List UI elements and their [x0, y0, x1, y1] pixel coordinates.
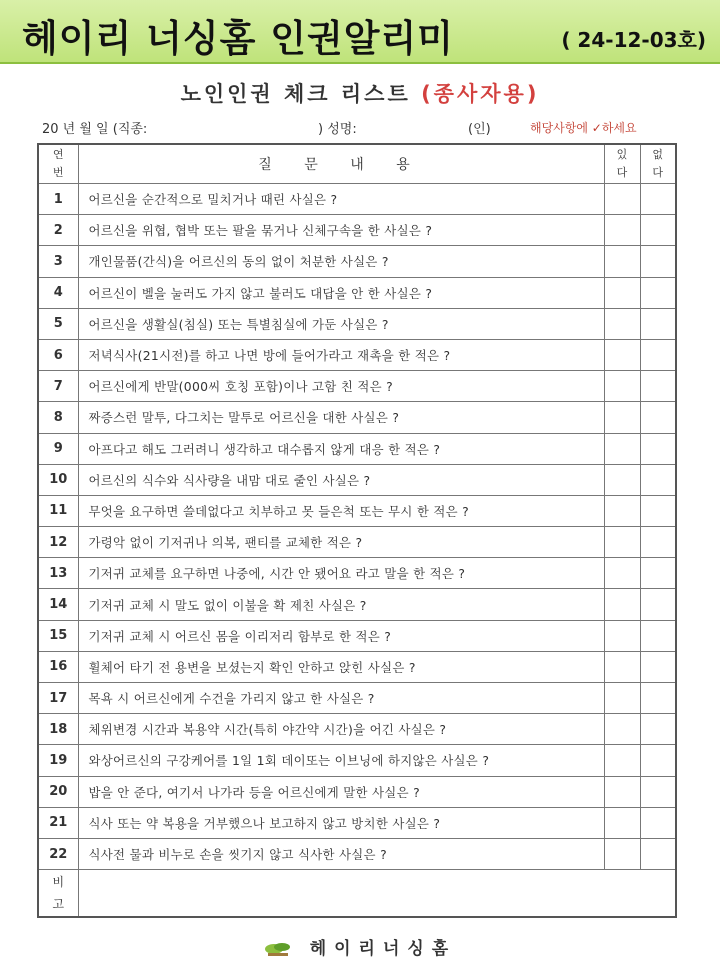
table-row: [38, 651, 676, 682]
table-row: [38, 402, 676, 433]
row-number: 11: [38, 495, 78, 526]
table-row: [38, 714, 676, 745]
row-number: 6: [38, 339, 78, 370]
table-row: [38, 527, 676, 558]
row-question: 휠체어 타기 전 용변을 보셨는지 확인 안하고 앉힌 사실은 ?: [78, 651, 604, 682]
row-question: 저녁식사(21시전)를 하고 나면 방에 들어가라고 재촉을 한 적은 ?: [78, 339, 604, 370]
checklist-table: [37, 143, 677, 918]
yes-checkbox-cell[interactable]: [604, 620, 640, 651]
no-checkbox-cell[interactable]: [640, 277, 676, 308]
table-row: [38, 308, 676, 339]
yes-checkbox-cell[interactable]: [604, 683, 640, 714]
row-number: 13: [38, 558, 78, 589]
header-number-label: 연번: [52, 148, 64, 179]
row-question: 식사전 물과 비누로 손을 씻기지 않고 식사한 사실은 ?: [78, 838, 604, 869]
meta-name: ) 성명:: [318, 122, 357, 137]
yes-checkbox-cell[interactable]: [604, 527, 640, 558]
yes-checkbox-cell[interactable]: [604, 371, 640, 402]
meta-seal: (인): [468, 122, 491, 137]
checklist-sheet: [37, 143, 675, 927]
no-checkbox-cell[interactable]: [640, 807, 676, 838]
yes-checkbox-cell[interactable]: [604, 184, 640, 215]
remarks-label: 비고: [52, 875, 65, 912]
header-number: [38, 144, 78, 184]
document-title-sub: (종사자용): [421, 82, 540, 106]
no-checkbox-cell[interactable]: [640, 402, 676, 433]
row-number: 14: [38, 589, 78, 620]
table-row: [38, 215, 676, 246]
yes-checkbox-cell[interactable]: [604, 651, 640, 682]
document-title: [0, 78, 720, 108]
yes-checkbox-cell[interactable]: [604, 558, 640, 589]
row-question: 어르신에게 반말(000씨 호칭 포함)이나 고함 친 적은 ?: [78, 371, 604, 402]
table-row: [38, 184, 676, 215]
row-number: 5: [38, 308, 78, 339]
row-number: 21: [38, 807, 78, 838]
footer: [0, 934, 720, 959]
no-checkbox-cell[interactable]: [640, 339, 676, 370]
table-row: [38, 558, 676, 589]
row-number: 1: [38, 184, 78, 215]
no-checkbox-cell[interactable]: [640, 683, 676, 714]
yes-checkbox-cell[interactable]: [604, 745, 640, 776]
row-question: 어르신이 벨을 눌러도 가지 않고 불러도 대답을 안 한 사실은 ?: [78, 277, 604, 308]
row-number: 17: [38, 683, 78, 714]
yes-checkbox-cell[interactable]: [604, 776, 640, 807]
meta-date: 20 년 월 일 (직종:: [42, 122, 148, 137]
header-yes: [604, 144, 640, 184]
no-checkbox-cell[interactable]: [640, 527, 676, 558]
yes-checkbox-cell[interactable]: [604, 433, 640, 464]
no-checkbox-cell[interactable]: [640, 838, 676, 869]
table-row: [38, 433, 676, 464]
no-checkbox-cell[interactable]: [640, 246, 676, 277]
row-question: 목욕 시 어르신에게 수건을 가리지 않고 한 사실은 ?: [78, 683, 604, 714]
meta-note: 해당사항에 ✓하세요: [530, 121, 637, 135]
row-question: 기저귀 교체를 요구하면 나중에, 시간 안 됐어요 라고 말을 한 적은 ?: [78, 558, 604, 589]
row-number: 3: [38, 246, 78, 277]
row-question: 어르신의 식수와 식사량을 내맘 대로 줄인 사실은 ?: [78, 464, 604, 495]
document-title-main: 노인인권 체크 리스트: [180, 82, 411, 106]
no-checkbox-cell[interactable]: [640, 433, 676, 464]
remarks-row: [38, 870, 676, 918]
row-question: 체위변경 시간과 복용약 시간(특히 야간약 시간)을 어긴 사실은 ?: [78, 714, 604, 745]
no-checkbox-cell[interactable]: [640, 495, 676, 526]
no-checkbox-cell[interactable]: [640, 589, 676, 620]
yes-checkbox-cell[interactable]: [604, 277, 640, 308]
remarks-label-cell: [38, 870, 78, 918]
remarks-field[interactable]: [78, 870, 676, 918]
row-question: 기저귀 교체 시 말도 없이 이불을 확 제친 사실은 ?: [78, 589, 604, 620]
yes-checkbox-cell[interactable]: [604, 807, 640, 838]
row-question: 식사 또는 약 복용을 거부했으나 보고하지 않고 방치한 사실은 ?: [78, 807, 604, 838]
no-checkbox-cell[interactable]: [640, 651, 676, 682]
table-header-row: [38, 144, 676, 184]
table-row: [38, 745, 676, 776]
row-question: 어르신을 위협, 협박 또는 팔을 묶거나 신체구속을 한 사실은 ?: [78, 215, 604, 246]
no-checkbox-cell[interactable]: [640, 776, 676, 807]
row-number: 16: [38, 651, 78, 682]
row-question: 무엇을 요구하면 쓸데없다고 치부하고 못 들은척 또는 무시 한 적은 ?: [78, 495, 604, 526]
yes-checkbox-cell[interactable]: [604, 464, 640, 495]
row-number: 10: [38, 464, 78, 495]
row-question: 어르신을 생활실(침실) 또는 특별침실에 가둔 사실은 ?: [78, 308, 604, 339]
no-checkbox-cell[interactable]: [640, 464, 676, 495]
banner-title: 헤이리 너싱홈 인권알리미: [22, 17, 454, 60]
no-checkbox-cell[interactable]: [640, 620, 676, 651]
header-no: [640, 144, 676, 184]
yes-checkbox-cell[interactable]: [604, 838, 640, 869]
yes-checkbox-cell[interactable]: [604, 339, 640, 370]
no-checkbox-cell[interactable]: [640, 745, 676, 776]
table-row: [38, 495, 676, 526]
row-question: 가령악 없이 기저귀나 의복, 팬티를 교체한 적은 ?: [78, 527, 604, 558]
row-number: 22: [38, 838, 78, 869]
table-row: [38, 683, 676, 714]
issue-number: ( 24-12-03호): [561, 28, 706, 52]
no-checkbox-cell[interactable]: [640, 714, 676, 745]
row-number: 8: [38, 402, 78, 433]
row-number: 2: [38, 215, 78, 246]
row-number: 18: [38, 714, 78, 745]
row-number: 12: [38, 527, 78, 558]
row-question: 기저귀 교체 시 어르신 몸을 이리저리 함부로 한 적은 ?: [78, 620, 604, 651]
row-number: 9: [38, 433, 78, 464]
row-number: 4: [38, 277, 78, 308]
row-number: 7: [38, 371, 78, 402]
row-question: 와상어르신의 구강케어를 1일 1회 데이또는 이브닝에 하지않은 사실은 ?: [78, 745, 604, 776]
yes-checkbox-cell[interactable]: [604, 714, 640, 745]
leaf-logo-icon: [264, 939, 292, 959]
row-question: 짜증스런 말투, 다그치는 말투로 어르신을 대한 사실은 ?: [78, 402, 604, 433]
table-row: [38, 277, 676, 308]
row-question: 아프다고 해도 그러려니 생각하고 대수롭지 않게 대응 한 적은 ?: [78, 433, 604, 464]
yes-checkbox-cell[interactable]: [604, 402, 640, 433]
table-row: [38, 807, 676, 838]
row-number: 20: [38, 776, 78, 807]
table-row: [38, 776, 676, 807]
header-banner: [0, 0, 720, 64]
table-row: [38, 589, 676, 620]
yes-checkbox-cell[interactable]: [604, 308, 640, 339]
table-row: [38, 620, 676, 651]
yes-checkbox-cell[interactable]: [604, 215, 640, 246]
no-checkbox-cell[interactable]: [640, 558, 676, 589]
row-question: 밥을 안 준다, 여기서 나가라 등을 어르신에게 말한 사실은 ?: [78, 776, 604, 807]
row-number: 19: [38, 745, 78, 776]
row-question: 어르신을 순간적으로 밀치거나 때린 사실은 ?: [78, 184, 604, 215]
header-no-label: 없다: [652, 148, 664, 179]
table-row: [38, 464, 676, 495]
no-checkbox-cell[interactable]: [640, 184, 676, 215]
table-row: [38, 339, 676, 370]
row-question: 개인물품(간식)을 어르신의 동의 없이 처분한 사실은 ?: [78, 246, 604, 277]
table-row: [38, 371, 676, 402]
no-checkbox-cell[interactable]: [640, 308, 676, 339]
no-checkbox-cell[interactable]: [640, 371, 676, 402]
table-row: [38, 246, 676, 277]
yes-checkbox-cell[interactable]: [604, 246, 640, 277]
footer-text: 헤이리너싱홈: [309, 939, 457, 959]
header-yes-label: 있다: [616, 148, 628, 179]
header-question: 질 문 내 용: [78, 144, 604, 184]
table-row: [38, 838, 676, 869]
yes-checkbox-cell[interactable]: [604, 495, 640, 526]
row-number: 15: [38, 620, 78, 651]
no-checkbox-cell[interactable]: [640, 215, 676, 246]
yes-checkbox-cell[interactable]: [604, 589, 640, 620]
